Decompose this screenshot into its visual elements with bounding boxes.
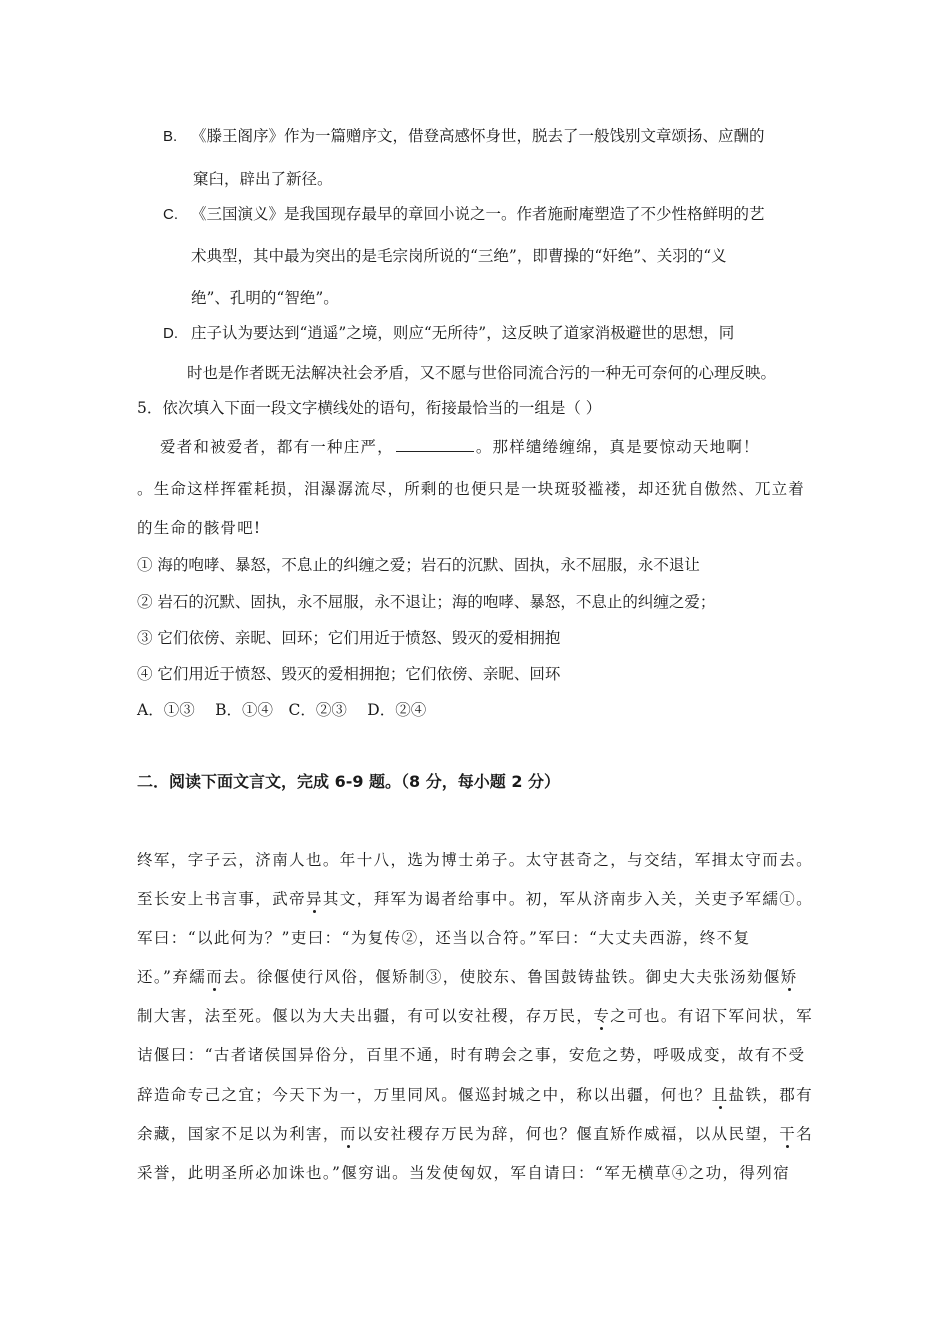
question-5-option-3: ③ 它们依傍、亲昵、回环；它们用近于愤怒、毁灭的爱相拥抱: [137, 629, 561, 647]
question-5-passage-line-1: 爱者和被爱者，都有一种庄严， 。那样缱绻缠绵，真是要惊动天地啊！: [160, 438, 760, 456]
emphasis-dot-char: 矫: [780, 968, 798, 986]
passage-line: 还。”弃繻而去。徐偃使行风俗，偃矫制③，使胶东、鲁国鼓铸盐铁。御史大夫张汤劾偃矫: [137, 968, 798, 986]
passage-line: 制大害，法至死。偃以为大夫出疆，有可以安社稷，存万民，专之可也。有诏下军问状，军: [137, 1007, 814, 1025]
question-5-option-4: ④ 它们用近于愤怒、毁灭的爱相拥抱；它们依傍、亲昵、回环: [137, 665, 561, 683]
question-5-passage-line-3: 的生命的骸骨吧!: [137, 519, 262, 537]
option-d-label: D.: [163, 325, 178, 342]
passage-line: 余藏，国家不足以为利害，而以安社稷存万民为辞，何也？偃直矫作威福，以从民望，干名: [137, 1125, 814, 1143]
emphasis-dot-char: 而: [206, 968, 224, 986]
option-d-line-1: D. 庄子认为要达到“逍遥”之境，则应“无所待”，这反映了道家消极避世的思想，同: [163, 324, 735, 342]
option-d-line-2: 时也是作者既无法解决社会矛盾，又不愿与世俗同流合污的一种无可奈何的心理反映。: [187, 364, 777, 382]
option-b-label: B.: [163, 128, 178, 145]
emphasis-dot-char: 且: [711, 1086, 729, 1104]
passage-line: 终军，字子云，济南人也。年十八，选为博士弟子。太守甚奇之，与交结，军揖太守而去。: [137, 851, 814, 869]
emphasis-dot-char: 异: [306, 890, 323, 908]
option-c-label: C.: [163, 206, 178, 223]
passage-line: 至长安上书言事，武帝异其文，拜军为谒者给事中。初，军从济南步入关，关吏予军繻①。: [137, 890, 814, 908]
question-5-option-1: ① 海的咆哮、暴怒，不息止的纠缠之爱；岩石的沉默、固执，永不屈服，永不退让: [137, 556, 700, 574]
question-5-option-2: ② 岩石的沉默、固执，永不屈服，永不退让；海的咆哮、暴怒，不息止的纠缠之爱；: [137, 593, 716, 611]
emphasis-dot-char: 而: [339, 1125, 357, 1143]
emphasis-dot-char: 专: [593, 1007, 611, 1025]
passage-line: 采誉，此明圣所必加诛也。”偃穷诎。当发使匈奴，军自请曰：“军无横草④之功，得列宿: [137, 1164, 791, 1182]
option-b-line-1: B. 《滕王阁序》作为一篇赠序文，借登高感怀身世，脱去了一般饯别文章颂扬、应酬的: [163, 127, 765, 145]
passage-line: 军曰：“以此何为？”吏曰：“为复传②，还当以合符。”军曰：“大丈夫西游，终不复: [137, 929, 751, 947]
passage-line: 辞造命专己之宜；今天下为一，万里同风。偃巡封城之中，称以出疆，何也？且盐铁，郡有: [137, 1086, 814, 1104]
question-5-answer-choices: A．①③ B．①④ C．②③ D．②④: [137, 701, 427, 719]
section-2-heading: 二．阅读下面文言文，完成 6-9 题。（8 分，每小题 2 分）: [137, 772, 561, 791]
passage-line: 诘偃曰：“古者诸侯国异俗分，百里不通，时有聘会之事，安危之势，呼吸成变，故有不受: [137, 1046, 806, 1064]
fill-blank: [396, 437, 474, 452]
question-5-stem: 5．依次填入下面一段文字横线处的语句，衔接最恰当的一组是（ ）: [137, 399, 602, 417]
option-c-line-2: 术典型，其中最为突出的是毛宗岗所说的“三绝”，即曹操的“奸绝”、关羽的“义: [191, 247, 727, 265]
question-5-passage-line-2: 。生命这样挥霍耗损，泪瀑潺流尽，所剩的也便只是一块斑驳褴褛，却还犹自傲然、兀立着: [137, 480, 806, 498]
option-b-line-2: 窠臼，辟出了新径。: [193, 170, 333, 188]
option-c-line-3: 绝”、孔明的“智绝”。: [191, 289, 339, 307]
emphasis-dot-char: 干: [779, 1125, 797, 1143]
option-c-line-1: C. 《三国演义》是我国现存最早的章回小说之一。作者施耐庵塑造了不少性格鲜明的艺: [163, 205, 765, 223]
